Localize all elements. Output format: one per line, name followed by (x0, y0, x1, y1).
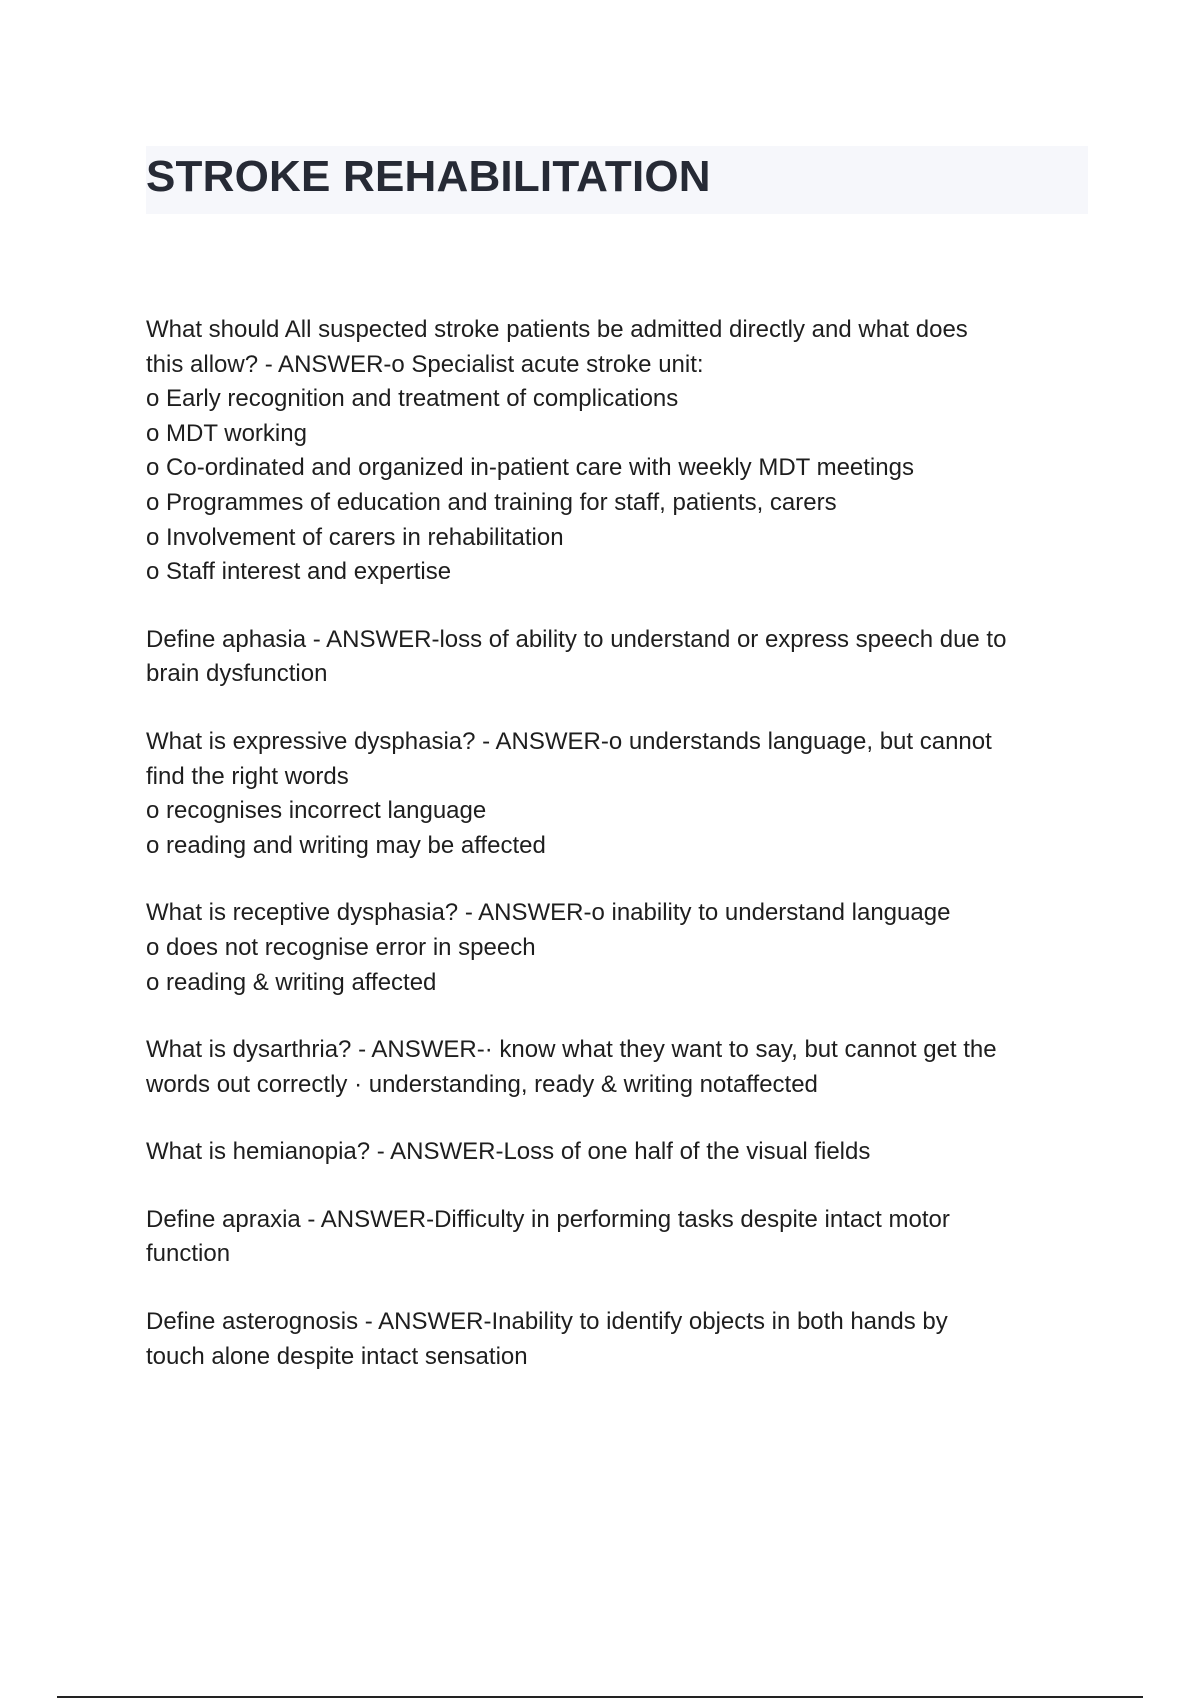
qa-item (146, 725, 1096, 863)
qa-item (146, 1305, 1096, 1374)
qa-line: this allow? - ANSWER-o Specialist acute stroke unit: (146, 350, 704, 378)
qa-line: o Co-ordinated and organized in-patient care with weekly MDT meetings (146, 454, 914, 482)
qa-line: words out correctly · understanding, ready & writing notaffected (146, 1070, 818, 1098)
qa-line: o reading & writing affected (146, 968, 437, 996)
qa-line: o recognises incorrect language (146, 797, 487, 825)
qa-item (146, 1203, 1096, 1272)
qa-line: o MDT working (146, 419, 307, 447)
qa-line: What is hemianopia? - ANSWER-Loss of one half of the visual fields (146, 1138, 871, 1166)
qa-line: brain dysfunction (146, 660, 328, 688)
qa-line: What should All suspected stroke patients be admitted directly and what does (146, 316, 968, 343)
qa-item (146, 896, 1096, 1000)
qa-line: Define apraxia - ANSWER-Difficulty in performing tasks despite intact motor (146, 1205, 950, 1233)
qa-item (146, 623, 1096, 692)
qa-line: Define aphasia - ANSWER-loss of ability to understand or express speech due to (146, 625, 1007, 653)
qa-line: function (146, 1240, 231, 1268)
page-title: STROKE REHABILITATION (146, 152, 711, 201)
qa-item (146, 313, 1096, 590)
qa-line: o Programmes of education and training for staff, patients, carers (146, 488, 837, 516)
qa-list (146, 313, 1096, 1407)
qa-line: o does not recognise error in speech (146, 933, 536, 961)
qa-item (146, 1135, 1096, 1170)
qa-item (146, 1033, 1096, 1102)
qa-line: o reading and writing may be affected (146, 831, 546, 859)
qa-line: o Involvement of carers in rehabilitation (146, 523, 564, 551)
qa-line: find the right words (146, 762, 349, 790)
qa-line: o Staff interest and expertise (146, 558, 452, 586)
qa-line: touch alone despite intact sensation (146, 1342, 528, 1370)
qa-line: What is dysarthria? - ANSWER-· know what they want to say, but cannot get the (146, 1036, 997, 1064)
qa-line: What is receptive dysphasia? - ANSWER-o inability to understand language (146, 899, 951, 927)
qa-line: o Early recognition and treatment of complications (146, 385, 679, 413)
qa-line: What is expressive dysphasia? - ANSWER-o understands language, but cannot (146, 727, 992, 755)
qa-line: Define asterognosis - ANSWER-Inability to identify objects in both hands by (146, 1308, 948, 1336)
footer-divider (57, 1696, 1143, 1698)
title-bar (146, 146, 1088, 214)
